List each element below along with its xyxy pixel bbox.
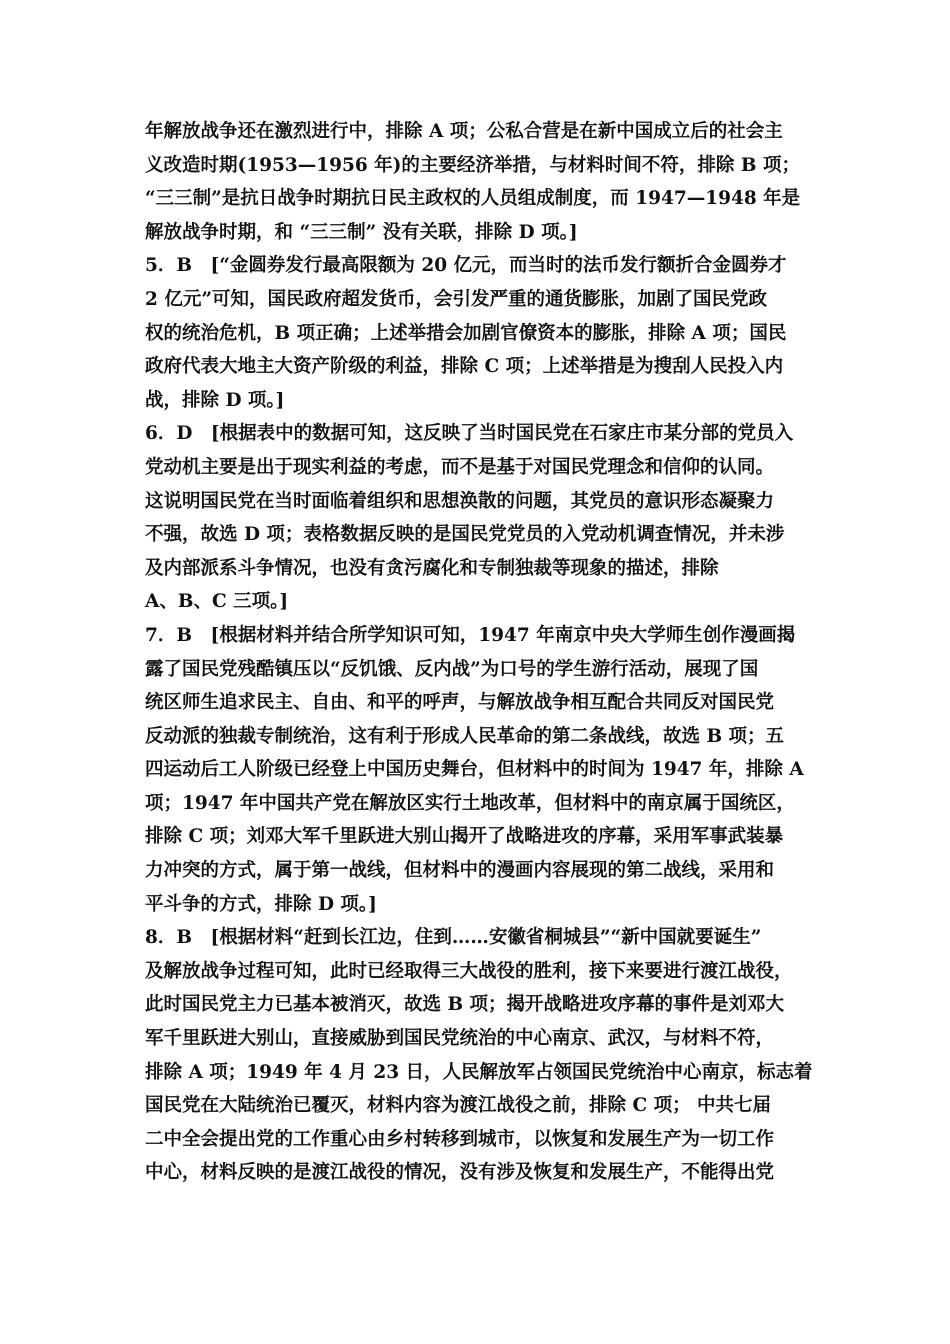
text-line: 此时国民党主力已基本被消灭，故选 B 项；揭开战略进攻序幕的事件是刘邓大: [145, 994, 785, 1016]
text-line: 二中全会提出党的工作重心由乡村转移到城市，以恢复和发展生产为一切工作: [145, 1128, 775, 1150]
text-line: 项；1947 年中国共产党在解放区实行土地改革，但材料中的南京属于国统区，: [145, 792, 795, 814]
text-line: 军千里跃进大别山，直接威胁到国民党统治的中心南京、武汉，与材料不符，: [145, 1028, 775, 1050]
item-heading-line: 6．D [根据表中的数据可知，这反映了当时国民党在石家庄市某分部的党员入: [145, 423, 794, 445]
item-heading-line: 7．B [根据材料并结合所学知识可知，1947 年南京中央大学师生创作漫画揭: [145, 624, 796, 646]
text-line: 四运动后工人阶级已经登上中国历史舞台，但材料中的时间为 1947 年，排除 A: [145, 759, 804, 781]
text-line: 2 亿元”可知，国民政府超发货币，会引发严重的通货膨胀，加剧了国民党政: [145, 288, 767, 310]
text-line: 统区师生追求民主、自由、和平的呼声，与解放战争相互配合共同反对国民党: [145, 692, 775, 714]
item8-paragraph: [145, 921, 815, 1190]
text-line: 力冲突的方式，属于第一战线，但材料中的漫画内容展现的第二战线，采用和: [145, 860, 775, 882]
text-line: 义改造时期(1953—1956 年)的主要经济举措，与材料时间不符，排除 B 项；: [145, 154, 800, 176]
text-line: 排除 C 项；刘邓大军千里跃进大别山揭开了战略进攻的序幕，采用军事武装暴: [145, 826, 784, 848]
text-line: 战，排除 D 项。]: [145, 389, 285, 411]
text-line: 政府代表大地主大资产阶级的利益，排除 C 项；上述举措是为搜刮人民投入内: [145, 356, 784, 378]
text-line: 国民党在大陆统治已覆灭，材料内容为渡江战役之前，排除 C 项； 中共七届: [145, 1095, 772, 1117]
text-line: 年解放战争还在激烈进行中，排除 A 项；公私合营是在新中国成立后的社会主: [145, 121, 783, 142]
text-line: 这说明国民党在当时面临着组织和思想涣散的问题，其党员的意识形态凝聚力: [145, 490, 775, 512]
text-line: 及解放战争过程可知，此时已经取得三大战役的胜利，接下来要进行渡江战役，: [145, 960, 793, 982]
item-heading-line: 5．B [“金圆券发行最高限额为 20 亿元，而当时的法币发行额折合金圆券才: [145, 255, 787, 277]
item4-tail-paragraph: [145, 115, 815, 249]
text-line: 露了国民党残酷镇压以“反饥饿、反内战”为口号的学生游行活动，展现了国: [145, 658, 759, 680]
text-line: 中心，材料反映的是渡江战役的情况，没有涉及恢复和发展生产，不能得出党: [145, 1162, 775, 1184]
text-line: 解放战争时期，和 “三三制” 没有关联，排除 D 项。]: [145, 221, 578, 243]
item6-paragraph: [145, 417, 815, 619]
text-line: 不强，故选 D 项；表格数据反映的是国民党党员的入党动机调查情况，并未涉: [145, 524, 785, 546]
text-line: 党动机主要是出于现实利益的考虑，而不是基于对国民党理念和信仰的认同。: [145, 456, 775, 478]
item5-paragraph: [145, 249, 815, 417]
item7-paragraph: [145, 619, 815, 921]
answer-explanations: [145, 115, 815, 1190]
text-line: 及内部派系斗争情况，也没有贪污腐化和专制独裁等现象的描述，排除: [145, 557, 719, 579]
text-line: 平斗争的方式，排除 D 项。]: [145, 893, 377, 915]
text-line: “三三制”是抗日战争时期抗日民主政权的人员组成制度，而 1947—1948 年是: [145, 188, 801, 210]
text-line: 反动派的独裁专制统治，这有利于形成人民革命的第二条战线，故选 B 项；五: [145, 725, 785, 747]
text-line: 排除 A 项；1949 年 4 月 23 日，人民解放军占领国民党统治中心南京，标志着: [145, 1061, 813, 1083]
text-line: A、B、C 三项。]: [145, 591, 289, 613]
item-heading-line: 8．B [根据材料“赶到长江边，住到……安徽省桐城县”“新中国就要诞生”: [145, 927, 762, 949]
text-line: 权的统治危机，B 项正确；上述举措会加剧官僚资本的膨胀，排除 A 项；国民: [145, 322, 787, 344]
